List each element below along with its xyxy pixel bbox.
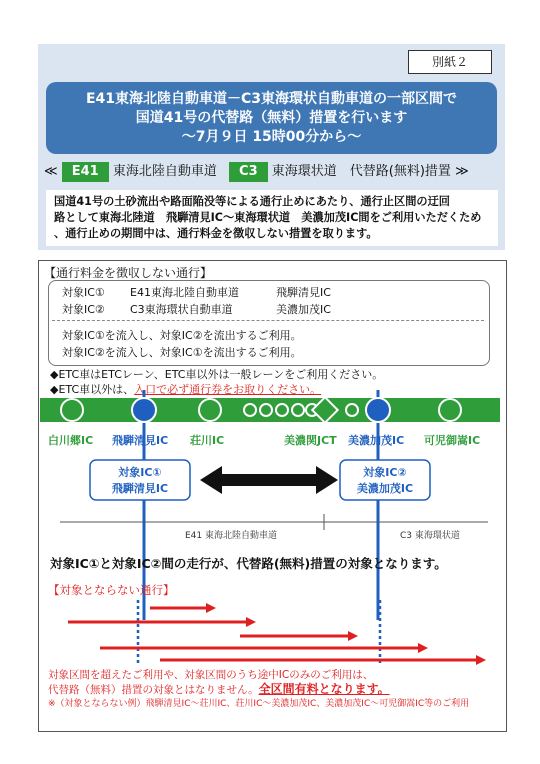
notice-line-2: 路として東海北陸道 飛騨清見IC～東海環状道 美濃加茂IC間をご利用いただくため bbox=[54, 211, 482, 224]
station-label: 飛騨清見IC bbox=[112, 434, 169, 447]
ic2-label: 対象IC② bbox=[62, 303, 105, 316]
shirakawago-marker bbox=[61, 399, 83, 421]
bottom-line-2 bbox=[48, 682, 469, 697]
road-label-e41: E41 東海北陸自動車道 bbox=[185, 531, 277, 541]
shokawa-marker bbox=[199, 399, 221, 421]
ic2-box-line2: 美濃加茂IC bbox=[356, 482, 414, 495]
minor-ic-marker bbox=[276, 404, 288, 416]
ic2-box-line1: 対象IC② bbox=[363, 466, 407, 479]
minor-ic-marker bbox=[346, 404, 358, 416]
station-label: 白川郷IC bbox=[48, 434, 94, 447]
etc-note: ◆ETC車はETCレーン、ETC車以外は一般レーンをご利用ください。 bbox=[50, 368, 384, 381]
excluded-heading: 【対象とならない通行】 bbox=[48, 583, 175, 597]
arrow-head bbox=[418, 643, 428, 653]
station-label: 美濃関JCT bbox=[284, 434, 337, 447]
minor-ic-marker bbox=[292, 404, 304, 416]
notice-line-3: 、通行止めの期間中は、通行料金を徴収しない措置を取ります。 bbox=[54, 227, 378, 240]
bottom-note bbox=[48, 668, 469, 711]
ic2-road: C3東海環状自動車道 bbox=[130, 303, 233, 316]
divider bbox=[52, 320, 484, 321]
road1-name: 東海北陸自動車道 bbox=[112, 164, 217, 179]
ic1-box-line2: 飛騨清見IC bbox=[111, 482, 169, 495]
ic1-label: 対象IC① bbox=[62, 286, 105, 299]
ic1-box-line1: 対象IC① bbox=[118, 466, 162, 479]
non-etc-warning: 入口で必ず通行券をお取りください。 bbox=[134, 383, 322, 396]
bottom-line-1: 対象区間を超えたご利用や、対象区間のうち途中ICのみのご利用は、 bbox=[48, 669, 374, 681]
rule-1: 対象IC①を流入し、対象IC②を流出するご利用。 bbox=[62, 329, 302, 342]
notice-line-1: 国道41号の土砂流出や路面陥没等による通行止めにあたり、通行止区間の迂回 bbox=[54, 195, 450, 208]
close-bracket: ≫ bbox=[455, 164, 469, 179]
title-banner bbox=[46, 82, 497, 154]
open-bracket: ≪ bbox=[44, 164, 58, 179]
target-section-arrow bbox=[200, 466, 338, 494]
route-subtitle bbox=[44, 160, 504, 184]
arrow-head bbox=[206, 603, 216, 613]
annex-label: 別紙２ bbox=[408, 50, 492, 74]
station-label: 美濃加茂IC bbox=[348, 434, 405, 447]
non-etc-prefix: ◆ETC車以外は、 bbox=[50, 383, 135, 396]
ic1-road: E41東海北陸自動車道 bbox=[130, 286, 239, 299]
arrow-head bbox=[246, 617, 256, 627]
hida-kiyomi-marker bbox=[132, 398, 156, 422]
station-label: 荘川IC bbox=[190, 434, 225, 447]
e41-badge: E41 bbox=[62, 162, 109, 182]
fully-charged-note: 全区間有料となります。 bbox=[258, 682, 390, 696]
arrow-head bbox=[348, 631, 358, 641]
title-line-1: E41東海北陸自動車道－C3東海環状自動車道の一部区間で bbox=[85, 91, 458, 107]
route-diagram bbox=[40, 372, 502, 672]
section-heading: 【通行料金を徴収しない通行】 bbox=[44, 266, 213, 280]
road-label-c3: C3 東海環状道 bbox=[400, 531, 460, 541]
title-line-2: 国道41号の代替路（無料）措置を行います bbox=[135, 110, 408, 126]
station-label: 可児御嵩IC bbox=[424, 434, 481, 447]
minor-ic-marker bbox=[244, 404, 256, 416]
ic1-name: 飛騨清見IC bbox=[276, 286, 331, 299]
bottom-line-3: ※（対象とならない例）飛騨清見IC～荘川IC、荘川IC～美濃加茂IC、美濃加茂IC～可児御嵩IC等のご利用 bbox=[48, 699, 470, 709]
ic2-name: 美濃加茂IC bbox=[276, 303, 331, 316]
title-line-3: ～7月９日 15時00分から～ bbox=[181, 129, 362, 145]
kani-mitake-marker bbox=[439, 399, 461, 421]
c3-badge: C3 bbox=[229, 162, 268, 182]
rule-2: 対象IC②を流入し、対象IC①を流出するご利用。 bbox=[62, 346, 302, 359]
mino-kamo-marker bbox=[366, 398, 390, 422]
notice-text bbox=[46, 190, 498, 246]
road2-name: 東海環状道 代替路(無料)措置 bbox=[271, 164, 451, 179]
arrow-head bbox=[476, 655, 486, 665]
minor-ic-marker bbox=[260, 404, 272, 416]
conclusion: 対象IC①と対象IC②間の走行が、代替路(無料)措置の対象となります。 bbox=[50, 556, 447, 571]
bottom-line-2-prefix: 代替路（無料）措置の対象とはなりません。 bbox=[48, 684, 259, 696]
